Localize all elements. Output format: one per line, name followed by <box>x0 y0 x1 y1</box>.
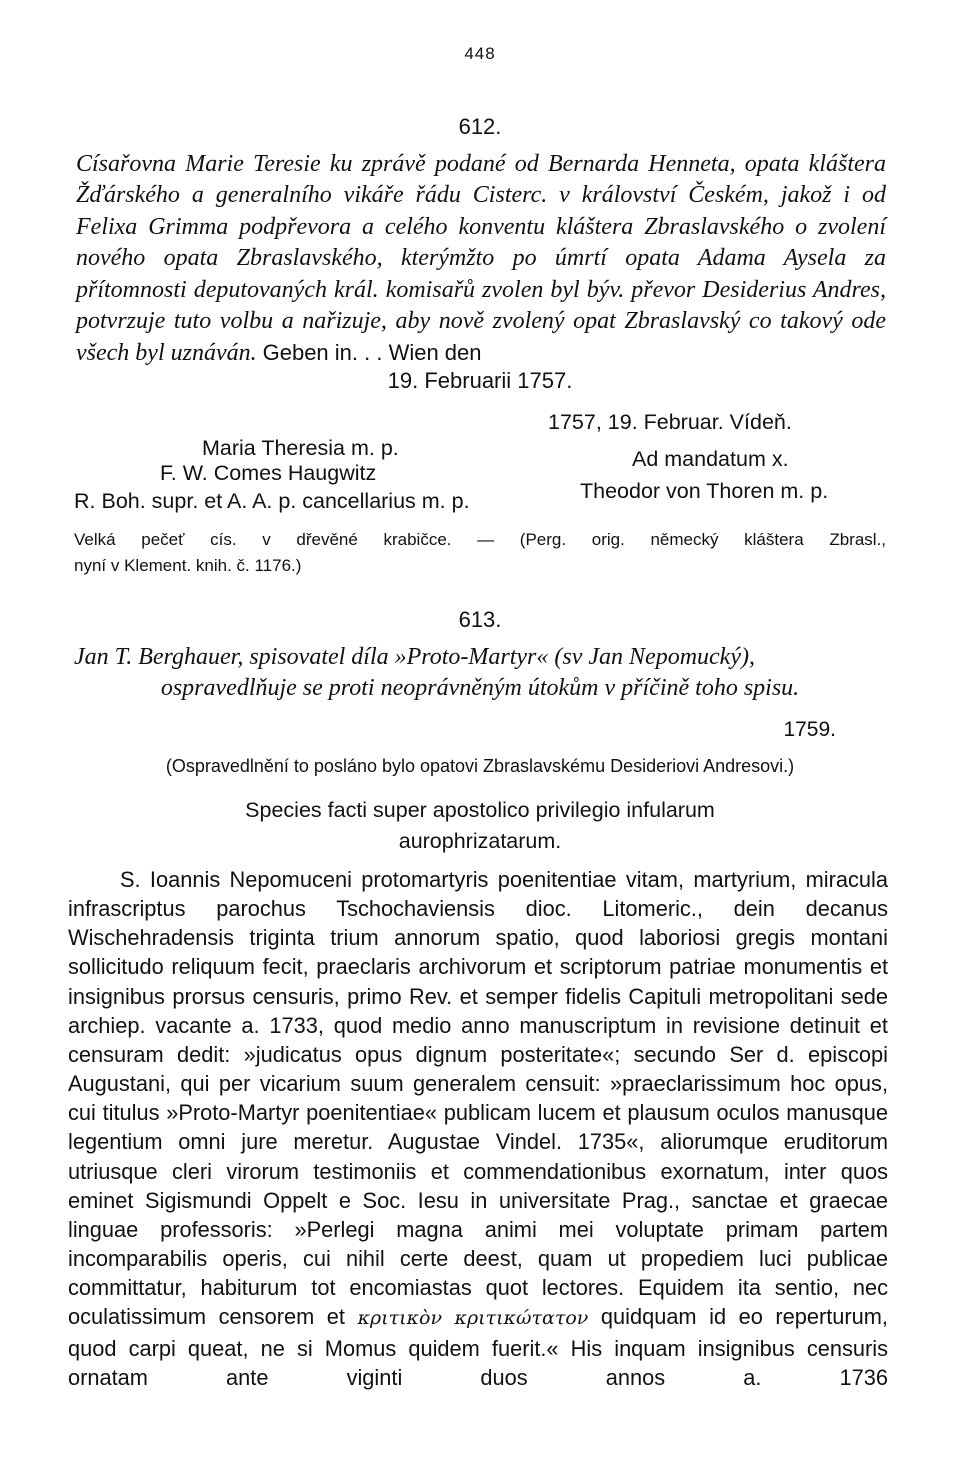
signature-cancellarius: R. Boh. supr. et A. A. p. cancellarius m. p. <box>74 489 470 513</box>
species-facti-title: Species facti super apostolico privilegio infularum aurophrizatarum. <box>245 798 715 853</box>
regest-613-line2: ospravedlňuje se proti neoprávněným útokům v příčině toho spisu. <box>160 675 800 701</box>
archival-note-line1: Velká pečeť cís. v dřevěné krabičce. — (Perg. orig. německý kláštera Zbrasl., <box>74 530 886 549</box>
page-number: 448 <box>464 44 496 63</box>
archival-note-612 <box>74 527 886 579</box>
body-text-part-a: S. Ioannis Nepomuceni protomartyris poenitentiae vitam, martyrium, miracula infrascriptus parochus Tschochaviensis dioc. Litomeric., dein decanus Wischehradensis triginta trium annorum spatio, quod laboriosi gregis montani sollicitudo reliquum fecit, praeclaris archivorum et scriptorum patriae monumentis et insignibus prorsus censuris, primo Rev. et semper fidelis Capituli metropolitani sede archiep. vacante a. 1733, quod medio anno manuscriptum in revisione detinuit et censuram dedit: »judicatus opus dignum posteritate«; secundo Ser d. episcopi Augustani, qui per vicarium suum generalem censuit: »praeclarissimum hoc opus, cui titulus »Proto-Martyr poenitentiae« publicam lucem et plausum oculos manusque legentium omni jure meretur. Augustae Vindel. 1735«, aliorumque eruditorum utriusque cleri virorum testimoniis et commendationibus exornatum, inter quos eminet Sigismundi Oppelt e Soc. Iesu in universitate Prag., sanctae et graecae linguae professoris: »Perlegi magna animi mei voluptate primam partem incomparabilis operis, cui nihil certe deest, quam ut propediem luci publicae committatur, habiturum tot encomiastas quot lectores. Equidem ita sentio, nec oculatissimum censorem et <box>68 867 888 1330</box>
date-613: 1759. <box>783 718 836 741</box>
ad-mandatum: Ad mandatum x. <box>632 447 789 471</box>
body-text-613 <box>68 865 888 1392</box>
regest-612 <box>76 149 886 370</box>
regest-613 <box>74 642 886 704</box>
regest-612-tail: Geben in. . . Wien den <box>262 340 482 366</box>
signature-thoren: Theodor von Thoren m. p. <box>580 479 829 503</box>
archival-note-line2: nyní v Klement. knih. č. 1176.) <box>74 556 302 575</box>
body-text-part-b: quidquam id eo reperturum, quod carpi queat, ne si Momus quidem fuerit.« His inquam insignibus censuris ornatam ante viginti duos annos a. 1736 <box>68 1304 888 1390</box>
parenthetical-note-613: (Ospravedlnění to posláno bylo opatovi Zbraslavskému Desideriovi Andresovi.) <box>165 756 795 776</box>
document-number-613: 613. <box>458 607 502 632</box>
date-line-612: 19. Februarii 1757. <box>387 368 573 393</box>
place-date-612: 1757, 19. Februar. Vídeň. <box>548 410 792 434</box>
greek-phrase: κριτικὸν κριτικώτατον <box>357 1307 589 1330</box>
signature-haugwitz: F. W. Comes Haugwitz <box>160 461 377 485</box>
signature-maria-theresia: Maria Theresia m. p. <box>202 436 399 460</box>
document-number-612: 612. <box>458 114 502 139</box>
regest-612-text: Císařovna Marie Teresie ku zprávě podané od Bernarda Henneta, opata kláštera Žďárského a generalního vikáře řádu Cisterc. v království Českém, jakož i od Felixa Grimma podpřevora a celého konventu kláštera Zbraslavského o zvolení nového opata Zbraslavského, kterýmžto po úmrtí opata Adama Aysela za přítomnosti deputovaných král. komisařů zvolen byl býv. převor Desiderius Andres, potvrzuje tuto volbu a nařizuje, aby nově zvolený opat Zbraslavský co takový ode všech byl uznáván. <box>76 151 886 367</box>
regest-613-line1: Jan T. Berghauer, spisovatel díla »Proto-Martyr« (sv Jan Nepomucký), <box>74 644 755 670</box>
